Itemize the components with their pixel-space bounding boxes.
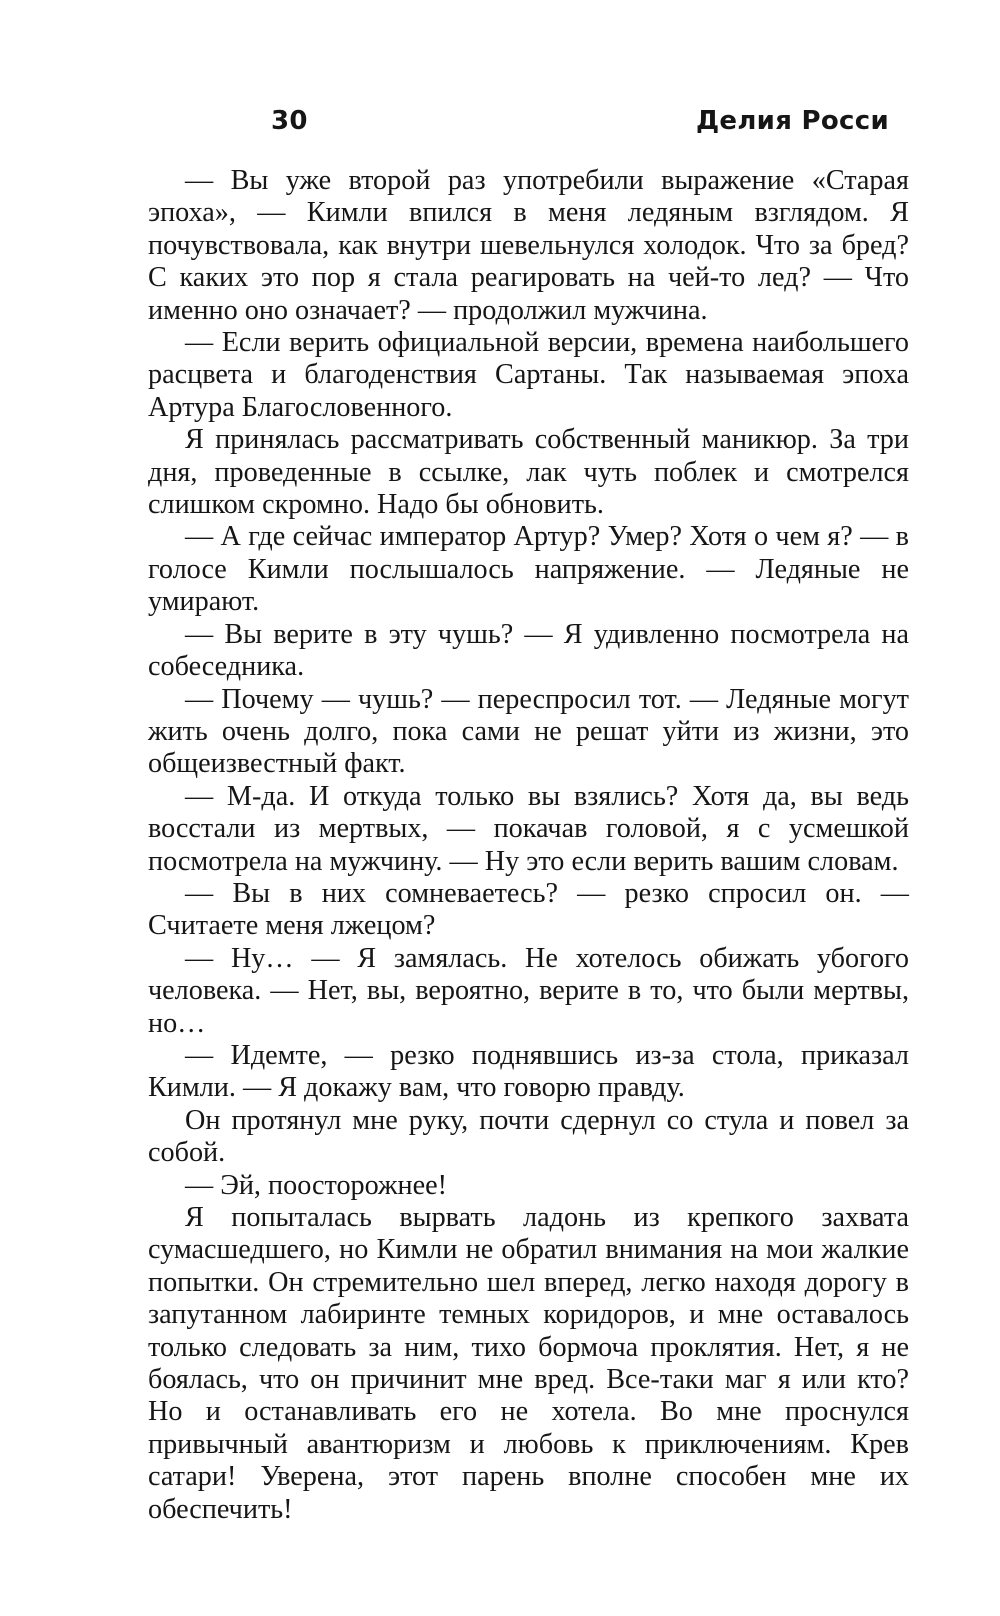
paragraph: Он протянул мне руку, почти сдернул со стула и повел за собой. (148, 1104, 909, 1169)
paragraph: — Вы верите в эту чушь? — Я удивленно посмотрела на собеседника. (148, 618, 909, 683)
page-number: 30 (271, 106, 308, 136)
paragraph: — А где сейчас император Артур? Умер? Хотя о чем я? — в голосе Кимли послышалось напряжение. — Ледяные не умирают. (148, 521, 909, 618)
paragraph: — Вы в них сомневаетесь? — резко спросил он. — Считаете меня лжецом? (148, 877, 909, 942)
running-title-author: Делия Росси (695, 106, 889, 136)
paragraph: Я принялась рассматривать собственный маникюр. За три дня, проведенные в ссылке, лак чуть поблек и смотрелся слишком скромно. Надо бы обновить. (148, 424, 909, 521)
body-text (148, 165, 909, 1526)
paragraph: — Если верить официальной версии, времена наибольшего расцвета и благоденствия Сартаны. Так называемая эпоха Артура Благословенного. (148, 327, 909, 423)
paragraph: — Ну… — Я замялась. Не хотелось обижать убогого человека. — Нет, вы, вероятно, верите в то, что были мертвы, но… (148, 942, 909, 1039)
running-head (148, 106, 909, 146)
paragraph: — Вы уже второй раз употребили выражение «Старая эпоха», — Кимли впился в меня ледяным взглядом. Я почувствовала, как внутри шевельнулся холодок. Что за бред? С каких это пор я стала реагировать на чей-то лед? — Что именно оно означает? — продолжил мужчина. (148, 165, 909, 326)
paragraph: — Идемте, — резко поднявшись из-за стола, приказал Кимли. — Я докажу вам, что говорю правду. (148, 1039, 909, 1104)
paragraph: — Эй, поосторожнее! (185, 1169, 448, 1201)
paragraph: — М-да. И откуда только вы взялись? Хотя да, вы ведь восстали из мертвых, — покачав головой, я с усмешкой посмотрела на мужчину. — Ну это если верить вашим словам. (148, 780, 909, 877)
paragraph: — Почему — чушь? — переспросил тот. — Ледяные могут жить очень долго, пока сами не решат уйти из жизни, это общеизвестный факт. (148, 683, 909, 780)
paragraph: Я попыталась вырвать ладонь из крепкого захвата сумасшедшего, но Кимли не обратил внимания на мои жалкие попытки. Он стремительно шел вперед, легко находя дорогу в запутанном лабиринте темных коридоров, и мне оставалось только следовать за ним, тихо бормоча проклятия. Нет, я не боялась, что он причинит мне вред. Все-таки маг я или кто? Но и останавливать его не хотела. Во мне проснулся привычный авантюризм и любовь к приключениям. Крев сатари! Уверена, этот парень вполне способен мне их обеспечить! (148, 1202, 909, 1525)
